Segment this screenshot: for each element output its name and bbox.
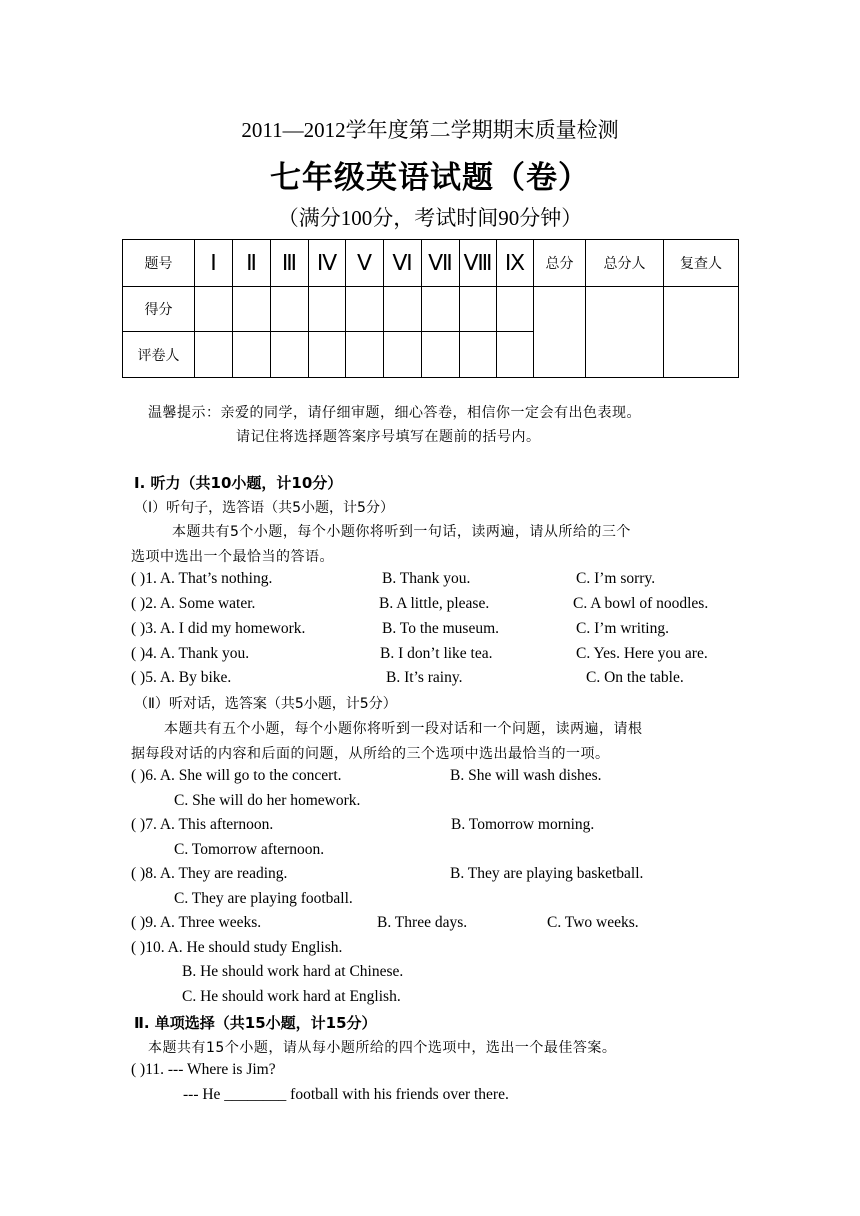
question-2-option-c: C. A bowl of noodles. [573, 595, 709, 612]
question-1-option-a: ( )1. A. That’s nothing. [131, 570, 273, 587]
question-7-option-c: C. Tomorrow afternoon. [174, 841, 325, 858]
grader-cell[interactable] [346, 332, 384, 378]
question-8-option-b: B. They are playing basketball. [450, 865, 644, 882]
grader-cell[interactable] [233, 332, 271, 378]
question-1-option-c: C. I’m sorry. [576, 570, 656, 587]
reviewer-cell[interactable] [664, 287, 739, 378]
header-cell-7: Ⅶ [422, 240, 460, 287]
header-cell-total-scorer: 总分人 [586, 240, 664, 287]
question-3-option-c: C. I’m writing. [576, 620, 669, 637]
question-3-option-a: ( )3. A. I did my homework. [131, 620, 306, 637]
question-9-option-a: ( )9. A. Three weeks. [131, 914, 262, 931]
section-2-instruction: 本题共有15个小题，请从每小题所给的四个选项中，选出一个最佳答案。 [148, 1040, 617, 1056]
tip-line-1: 温馨提示：亲爱的同学，请仔细审题，细心答卷，相信你一定会有出色表现。 [148, 405, 641, 421]
question-11-line-2: --- He ________ football with his friends over there. [183, 1086, 509, 1103]
score-cell[interactable] [384, 287, 422, 332]
section-1-title: Ⅰ. 听力（共10小题，计10分） [134, 474, 343, 492]
header-cell-4: Ⅳ [309, 240, 346, 287]
question-10-option-c: C. He should work hard at English. [182, 988, 401, 1005]
question-6-option-a: ( )6. A. She will go to the concert. [131, 767, 342, 784]
question-2-option-b: B. A little, please. [379, 595, 490, 612]
question-5-option-c: C. On the table. [586, 669, 684, 686]
question-8-option-a: ( )8. A. They are reading. [131, 865, 288, 882]
grader-cell[interactable] [309, 332, 346, 378]
tip-line-2: 请记住将选择题答案序号填写在题前的括号内。 [236, 429, 541, 445]
header-cell-total: 总分 [534, 240, 586, 287]
part-1-instruction-2: 选项中选出一个最恰当的答语。 [131, 549, 334, 565]
question-7-option-a: ( )7. A. This afternoon. [131, 816, 274, 833]
grader-cell[interactable] [422, 332, 460, 378]
question-8-option-c: C. They are playing football. [174, 890, 353, 907]
grader-cell[interactable] [384, 332, 422, 378]
header-cell-1: Ⅰ [195, 240, 233, 287]
score-table [122, 239, 739, 378]
part-1-title: （Ⅰ）听句子，选答语（共5小题，计5分） [134, 500, 394, 516]
grader-row-label: 评卷人 [123, 332, 195, 378]
score-cell[interactable] [271, 287, 309, 332]
exam-info-line: （满分100分，考试时间90分钟） [277, 206, 583, 230]
question-10-option-b: B. He should work hard at Chinese. [182, 963, 404, 980]
score-row [123, 287, 739, 332]
total-score-cell[interactable] [534, 287, 586, 378]
question-4-option-c: C. Yes. Here you are. [576, 645, 708, 662]
question-9-option-c: C. Two weeks. [547, 914, 639, 931]
part-1-instruction-1: 本题共有5个小题，每个小题你将听到一句话，读两遍，请从所给的三个 [172, 524, 631, 540]
question-4-option-b: B. I don’t like tea. [380, 645, 493, 662]
header-cell-2: Ⅱ [233, 240, 271, 287]
grader-cell[interactable] [195, 332, 233, 378]
part-2-instruction-2: 据每段对话的内容和后面的问题，从所给的三个选项中选出最恰当的一项。 [131, 746, 610, 762]
score-cell[interactable] [422, 287, 460, 332]
question-1-option-b: B. Thank you. [382, 570, 471, 587]
score-cell[interactable] [497, 287, 534, 332]
question-11-line-1: ( )11. --- Where is Jim? [131, 1061, 276, 1078]
part-2-instruction-1: 本题共有五个小题，每个小题你将听到一段对话和一个问题，读两遍，请根 [164, 721, 643, 737]
question-3-option-b: B. To the museum. [382, 620, 500, 637]
score-cell[interactable] [233, 287, 271, 332]
question-6-option-c: C. She will do her homework. [174, 792, 361, 809]
grader-cell[interactable] [497, 332, 534, 378]
header-cell-reviewer: 复查人 [664, 240, 739, 287]
section-2-title: Ⅱ. 单项选择（共15小题，计15分） [134, 1014, 377, 1032]
question-10-option-a: ( )10. A. He should study English. [131, 939, 343, 956]
score-cell[interactable] [309, 287, 346, 332]
score-row-label: 得分 [123, 287, 195, 332]
question-9-option-b: B. Three days. [377, 914, 468, 931]
score-table-header-row [123, 240, 739, 287]
header-cell-question-no: 题号 [123, 240, 195, 287]
question-5-option-b: B. It’s rainy. [386, 669, 463, 686]
grader-cell[interactable] [460, 332, 497, 378]
score-cell[interactable] [460, 287, 497, 332]
exam-title: 七年级英语试题（卷） [270, 160, 590, 195]
question-5-option-a: ( )5. A. By bike. [131, 669, 232, 686]
header-cell-3: Ⅲ [271, 240, 309, 287]
header-cell-8: Ⅷ [460, 240, 497, 287]
part-2-title: （Ⅱ）听对话，选答案（共5小题，计5分） [134, 696, 397, 712]
question-2-option-a: ( )2. A. Some water. [131, 595, 256, 612]
question-4-option-a: ( )4. A. Thank you. [131, 645, 250, 662]
question-7-option-b: B. Tomorrow morning. [451, 816, 595, 833]
grader-cell[interactable] [271, 332, 309, 378]
header-cell-9: Ⅸ [497, 240, 534, 287]
exam-period-line: 2011—2012学年度第二学期期末质量检测 [241, 118, 619, 142]
score-cell[interactable] [195, 287, 233, 332]
total-scorer-cell[interactable] [586, 287, 664, 378]
header-cell-5: Ⅴ [346, 240, 384, 287]
score-cell[interactable] [346, 287, 384, 332]
header-cell-6: Ⅵ [384, 240, 422, 287]
question-6-option-b: B. She will wash dishes. [450, 767, 602, 784]
